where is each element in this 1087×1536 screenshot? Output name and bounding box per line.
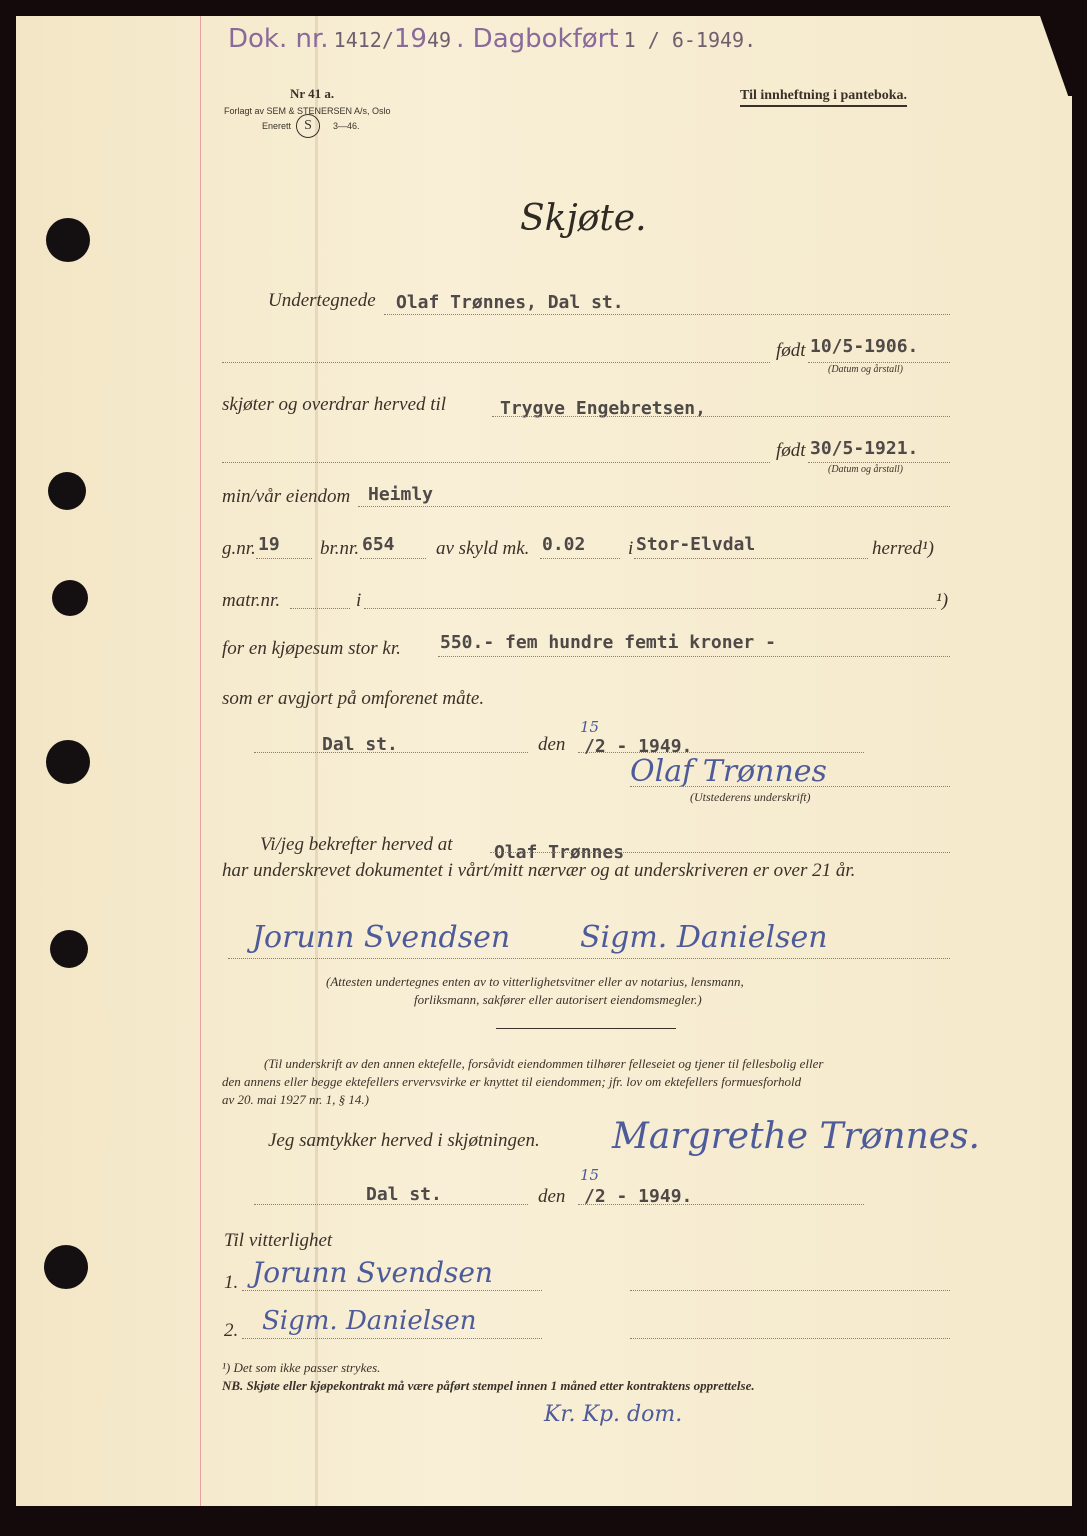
- attest-note-2: forliksmann, sakfører eller autorisert eiendomsmegler.): [414, 992, 702, 1007]
- signature-label: (Utstederens underskrift): [690, 790, 811, 804]
- spouse-den-label: den: [538, 1186, 566, 1207]
- witness-1-line-right: [630, 1290, 950, 1291]
- signing-date-line: [578, 752, 864, 753]
- property-name: Heimly: [368, 484, 434, 505]
- attest-label: Vi/jeg bekrefter herved at: [260, 834, 453, 855]
- herred-line: [634, 558, 868, 559]
- doc-number: 1412/: [333, 28, 394, 52]
- buyer-label: skjøter og overdrar herved til: [222, 394, 447, 415]
- herred-label: herred¹): [872, 538, 934, 559]
- witness-signatures-line: [228, 958, 950, 959]
- attest-statement: har underskrevet dokumentet i vårt/mitt nærvær og at underskriveren er over 21 år.: [222, 860, 856, 881]
- property-line: [358, 506, 950, 507]
- dagbokfort-date: 1 / 6-1949.: [623, 28, 757, 52]
- signing-place: Dal st.: [322, 734, 398, 755]
- skyld-value: 0.02: [542, 534, 586, 555]
- skyld-label: av skyld mk.: [436, 538, 530, 559]
- seller-label: Undertegnede: [268, 290, 376, 311]
- spouse-note-1: (Til underskrift av den annen ektefelle, forsåvidt eiendommen tilhører felleseiet og tjener til fellesbolig eller: [264, 1056, 824, 1071]
- bnr-line: [360, 558, 426, 559]
- buyer-born-label: født: [776, 440, 806, 461]
- filing-note: Til innheftning i panteboka.: [740, 88, 907, 107]
- edition: 3—46.: [333, 121, 360, 131]
- i-label: i: [628, 538, 634, 559]
- signing-day: 15: [580, 718, 600, 736]
- price-line: [438, 656, 950, 657]
- spouse-day: 15: [580, 1166, 600, 1184]
- witnesses-heading: Til vitterlighet: [224, 1230, 333, 1251]
- seller-date-hint: (Datum og årstall): [828, 364, 903, 375]
- margin-line: [200, 16, 201, 1506]
- stamp-prefix: Dok. nr.: [228, 24, 329, 54]
- witness-2-signature: Sigm. Danielsen: [262, 1306, 477, 1336]
- punch-hole-1: [46, 218, 90, 262]
- skyld-line: [540, 558, 620, 559]
- seller-line: [384, 314, 950, 315]
- publisher-logo-letter: S: [304, 118, 312, 133]
- clerk-initials: Kr. Kp. dom.: [544, 1402, 683, 1427]
- seller-signature: Olaf Trønnes: [630, 754, 827, 789]
- seller-born-date-line: [808, 362, 950, 363]
- enerett-label: Enerett: [262, 121, 292, 131]
- spouse-note-3: av 20. mai 1927 nr. 1, § 14.): [222, 1092, 369, 1107]
- nb-note: NB. Skjøte eller kjøpekontrakt må være påført stempel innen 1 måned etter kontraktens opprettelse.: [222, 1378, 755, 1393]
- gnr-value: 19: [258, 534, 280, 555]
- publisher-line: Forlagt av SEM & STENERSEN A/s, Oslo: [224, 106, 391, 116]
- signing-date: /2 - 1949.: [584, 736, 693, 757]
- publisher-logo-icon: [296, 114, 320, 138]
- witness-2-line-right: [630, 1338, 950, 1339]
- seller-born-date: 10/5-1906.: [810, 336, 919, 357]
- spouse-note-2: den annens eller begge ektefellers ervervsvirke er knyttet til eiendommen; jfr. lov om ektefellers formuesforhold: [222, 1074, 802, 1089]
- buyer-born-line: [222, 462, 770, 463]
- seller-born-label: født: [776, 340, 806, 361]
- spouse-date: /2 - 1949.: [584, 1186, 693, 1207]
- section-divider: [496, 1028, 676, 1029]
- witness-1-signature: Jorunn Svendsen: [252, 1256, 493, 1289]
- bnr-label: br.nr.: [320, 538, 360, 559]
- matr-i-label: i: [356, 590, 362, 611]
- spouse-place-line: [254, 1204, 528, 1205]
- matr-suffix: ¹): [936, 590, 949, 611]
- buyer-born-date: 30/5-1921.: [810, 438, 919, 459]
- doc-year-stamp: 19: [393, 24, 427, 54]
- doc-year-typed: 49: [426, 28, 452, 52]
- footnote: ¹) Det som ikke passer strykes.: [222, 1360, 381, 1375]
- attest-name: Olaf Trønnes: [494, 842, 625, 863]
- witness-2-num: 2.: [224, 1320, 239, 1341]
- gnr-label: g.nr.: [222, 538, 256, 559]
- witness-1-line: [242, 1290, 542, 1291]
- consent-signature: Margrethe Trønnes.: [612, 1116, 980, 1157]
- punch-hole-4: [46, 740, 90, 784]
- witness-1-num: 1.: [224, 1272, 239, 1293]
- gnr-line: [256, 558, 312, 559]
- document-page: [16, 16, 1072, 1506]
- witness-2-line: [242, 1338, 542, 1339]
- buyer-line: [492, 416, 950, 417]
- matr-label: matr.nr.: [222, 590, 281, 611]
- page-title: Skjøte.: [520, 198, 647, 239]
- price-settled: som er avgjort på omforenet måte.: [222, 688, 485, 709]
- spouse-place: Dal st.: [366, 1184, 442, 1205]
- seller-name: Olaf Trønnes, Dal st.: [396, 292, 624, 313]
- matr-line: [290, 608, 350, 609]
- property-label: min/vår eiendom: [222, 486, 351, 507]
- form-number: Nr 41 a.: [290, 86, 335, 101]
- seller-born-line: [222, 362, 770, 363]
- price-label: for en kjøpesum stor kr.: [222, 638, 401, 659]
- buyer-name: Trygve Engebretsen,: [500, 398, 706, 419]
- signature-line: [630, 786, 950, 787]
- herred-value: Stor-Elvdal: [636, 534, 756, 555]
- registration-stamp: [228, 24, 756, 54]
- buyer-born-date-line: [808, 462, 950, 463]
- spouse-date-line: [578, 1204, 864, 1205]
- buyer-date-hint: (Datum og årstall): [828, 464, 903, 475]
- attest-note-1: (Attesten undertegnes enten av to vitterlighetsvitner eller av notarius, lensmann,: [326, 974, 744, 989]
- punch-hole-2: [48, 472, 86, 510]
- punch-hole-3: [52, 580, 88, 616]
- punch-hole-6: [44, 1245, 88, 1289]
- witness-signature-2: Sigm. Danielsen: [580, 920, 828, 955]
- signing-den-label: den: [538, 734, 566, 755]
- price-amount: 550.- fem hundre femti kroner -: [440, 632, 776, 653]
- consent-label: Jeg samtykker herved i skjøtningen.: [268, 1130, 540, 1151]
- witness-signature-1: Jorunn Svendsen: [252, 920, 511, 955]
- matr-i-line: [364, 608, 936, 609]
- attest-line: [490, 852, 950, 853]
- punch-hole-5: [50, 930, 88, 968]
- dagbokfort-label: . Dagbokført: [456, 24, 619, 54]
- bnr-value: 654: [362, 534, 395, 555]
